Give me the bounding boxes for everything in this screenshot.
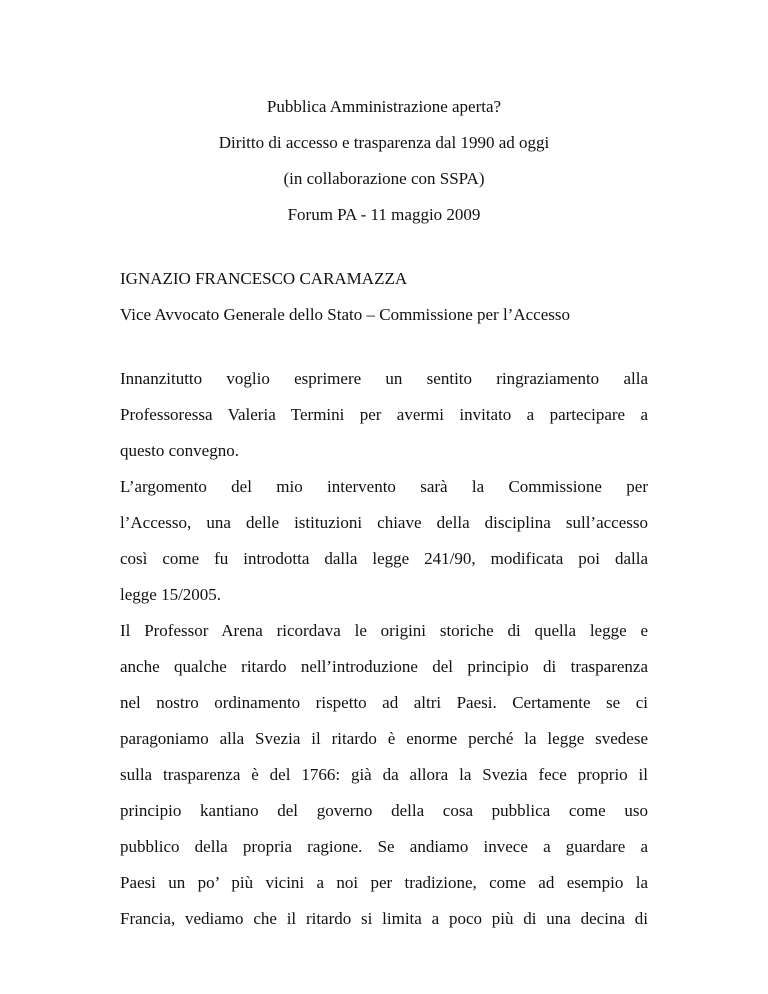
paragraph-1-line-3: questo convegno.	[120, 441, 239, 460]
paragraph-3-line-4: paragoniamo alla Svezia il ritardo è enorme perché la legge svedese	[120, 729, 648, 748]
paragraph-2-line-2: l’Accesso, una delle istituzioni chiave della disciplina sull’accesso	[120, 513, 648, 532]
paragraph-3-line-9: Francia, vediamo che il ritardo si limita a poco più di una decina di	[120, 909, 648, 928]
paragraph-3-line-6: principio kantiano del governo della cosa pubblica come uso	[120, 801, 648, 820]
paragraph-1-line-2: Professoressa Valeria Termini per avermi invitato a partecipare a	[120, 405, 648, 424]
paragraph-2-line-1: L’argomento del mio intervento sarà la Commissione per	[120, 477, 648, 496]
event-line: Forum PA - 11 maggio 2009	[287, 205, 481, 224]
paragraph-2-line-3: così come fu introdotta dalla legge 241/90, modificata poi dalla	[120, 549, 648, 568]
paragraph-3-line-5: sulla trasparenza è del 1766: già da allora la Svezia fece proprio il	[120, 765, 648, 784]
paragraph-3-line-3: nel nostro ordinamento rispetto ad altri Paesi. Certamente se ci	[120, 693, 648, 712]
paragraph-3-line-7: pubblico della propria ragione. Se andiamo invece a guardare a	[120, 837, 648, 856]
paragraph-3-line-1: Il Professor Arena ricordava le origini storiche di quella legge e	[120, 621, 648, 640]
speaker-role: Vice Avvocato Generale dello Stato – Commissione per l’Accesso	[120, 305, 570, 324]
document-subtitle: Diritto di accesso e trasparenza dal 1990 ad oggi	[218, 133, 550, 152]
paragraph-3-line-2: anche qualche ritardo nell’introduzione del principio di trasparenza	[120, 657, 648, 676]
paragraph-2-line-4: legge 15/2005.	[120, 585, 222, 604]
paragraph-3-line-8: Paesi un po’ più vicini a noi per tradizione, come ad esempio la	[120, 873, 648, 892]
collaboration-note: (in collaborazione con SSPA)	[283, 169, 485, 188]
document-title: Pubblica Amministrazione aperta?	[266, 97, 502, 116]
paragraph-1-line-1: Innanzitutto voglio esprimere un sentito ringraziamento alla	[120, 369, 648, 388]
speaker-name: IGNAZIO FRANCESCO CARAMAZZA	[120, 269, 408, 288]
